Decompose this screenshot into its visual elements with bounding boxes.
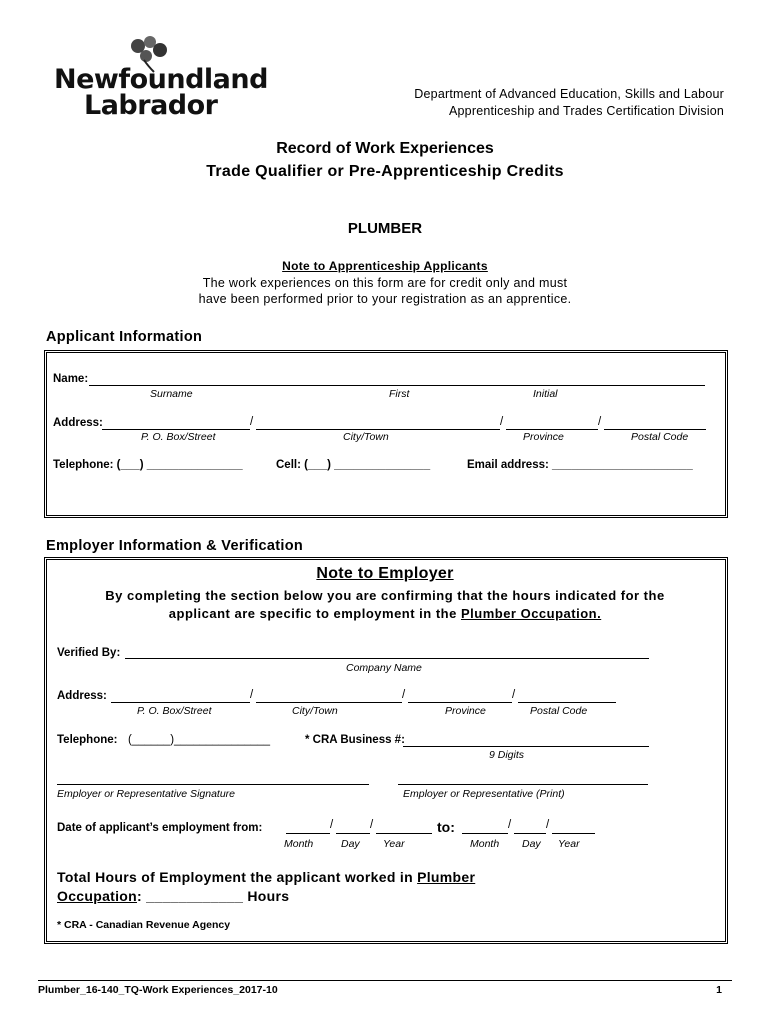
occupation-link-text: Plumber Occupation. [460,606,602,621]
employer-postal-field[interactable] [518,702,616,703]
from-day-field[interactable] [336,833,370,834]
po-box-caption: P. O. Box/Street [141,431,216,443]
cra-business-label: * CRA Business #: [305,734,405,746]
employer-note-line-2-prefix: applicant are specific to employment in the [168,606,461,621]
logo-line-2: Labrador [84,90,218,121]
applicant-province-field[interactable] [506,429,598,430]
verified-by-field[interactable] [125,658,649,659]
address-separator: / [500,416,504,428]
date-separator: / [546,819,550,831]
to-day-field[interactable] [514,833,546,834]
total-hours-field[interactable]: : ____________ Hours [137,888,290,904]
cra-footnote: * CRA - Canadian Revenue Agency [57,919,231,931]
surname-caption: Surname [150,388,193,400]
to-month-caption: Month [470,838,500,850]
applicant-section-title: Applicant Information [46,329,203,345]
cra-business-field[interactable] [403,746,649,747]
from-year-field[interactable] [376,833,432,834]
po-box-caption: P. O. Box/Street [137,705,212,717]
employer-city-field[interactable] [256,702,402,703]
applicant-address-label: Address: [53,417,103,429]
employer-telephone-field[interactable]: (______)_______________ [128,734,270,746]
footer-rule [38,980,732,981]
applicant-name-field[interactable] [89,385,705,386]
to-label: to: [437,819,455,835]
company-name-caption: Company Name [346,662,422,674]
total-hours-line-2[interactable] [57,887,475,906]
from-month-field[interactable] [286,833,330,834]
page-number: 1 [716,984,722,996]
applicant-note-text [0,275,770,307]
applicant-note-line-2: have been performed prior to your registration as an apprentice. [198,292,572,306]
applicant-note-heading: Note to Apprenticeship Applicants [282,259,488,273]
to-day-caption: Day [522,838,541,850]
print-name-caption: Employer or Representative (Print) [403,788,565,800]
employer-note-line-2 [0,605,770,623]
employer-note-text [0,587,770,623]
employment-date-label: Date of applicant’s employment from: [57,822,263,834]
applicant-note-line-1: The work experiences on this form are for credit only and must [202,276,568,290]
total-hours-line-1 [57,868,475,887]
department-header [414,86,724,120]
logo-line-1: Newfoundland [54,64,268,95]
postal-caption: Postal Code [530,705,588,717]
total-hours-prefix: Total Hours of Employment the applicant worked in [57,869,418,885]
nine-digits-caption: 9 Digits [489,749,525,761]
from-year-caption: Year [383,838,405,850]
total-hours-text [57,868,475,906]
to-month-field[interactable] [462,833,508,834]
applicant-telephone-field[interactable]: Telephone: (___) _______________ [53,459,243,471]
employer-telephone-label: Telephone: [57,734,118,746]
postal-caption: Postal Code [631,431,689,443]
applicant-street-field[interactable] [102,429,250,430]
employer-address-label: Address: [57,690,107,702]
from-month-caption: Month [284,838,314,850]
applicant-city-field[interactable] [256,429,500,430]
print-name-field[interactable] [398,784,648,785]
address-separator: / [512,689,516,701]
signature-caption: Employer or Representative Signature [57,788,236,800]
form-title: Record of Work Experiences [276,140,494,157]
employer-note-line-1: By completing the section below you are confirming that the hours indicated for the [105,588,665,603]
division-name: Apprenticeship and Trades Certification Division [448,104,724,118]
verified-by-label: Verified By: [57,647,121,659]
employer-note-heading: Note to Employer [316,565,454,582]
trade-name: PLUMBER [347,220,423,237]
address-separator: / [402,689,406,701]
province-caption: Province [523,431,564,443]
date-separator: / [330,819,334,831]
total-hours-occupation-word: Occupation [57,888,138,904]
initial-caption: Initial [533,388,558,400]
applicant-postal-field[interactable] [604,429,706,430]
first-name-caption: First [389,388,410,400]
address-separator: / [250,416,254,428]
employer-province-field[interactable] [408,702,512,703]
applicant-cell-field[interactable]: Cell: (___) _______________ [276,459,431,471]
document-id: Plumber_16-140_TQ-Work Experiences_2017-10 [38,984,278,996]
city-caption: City/Town [343,431,389,443]
department-name: Department of Advanced Education, Skills and Labour [414,87,724,101]
form-subtitle: Trade Qualifier or Pre-Apprenticeship Credits [206,163,564,180]
address-separator: / [598,416,602,428]
date-separator: / [370,819,374,831]
employer-section-title: Employer Information & Verification [46,538,304,554]
address-separator: / [250,689,254,701]
signature-field[interactable] [57,784,369,785]
date-separator: / [508,819,512,831]
from-day-caption: Day [341,838,360,850]
newfoundland-labrador-logo [54,34,268,121]
applicant-email-field[interactable]: Email address: ______________________ [467,459,693,471]
province-caption: Province [445,705,486,717]
applicant-name-label: Name: [53,373,89,385]
employer-street-field[interactable] [111,702,250,703]
total-hours-occupation: Plumber [417,869,476,885]
city-caption: City/Town [292,705,338,717]
to-year-field[interactable] [552,833,595,834]
to-year-caption: Year [558,838,580,850]
